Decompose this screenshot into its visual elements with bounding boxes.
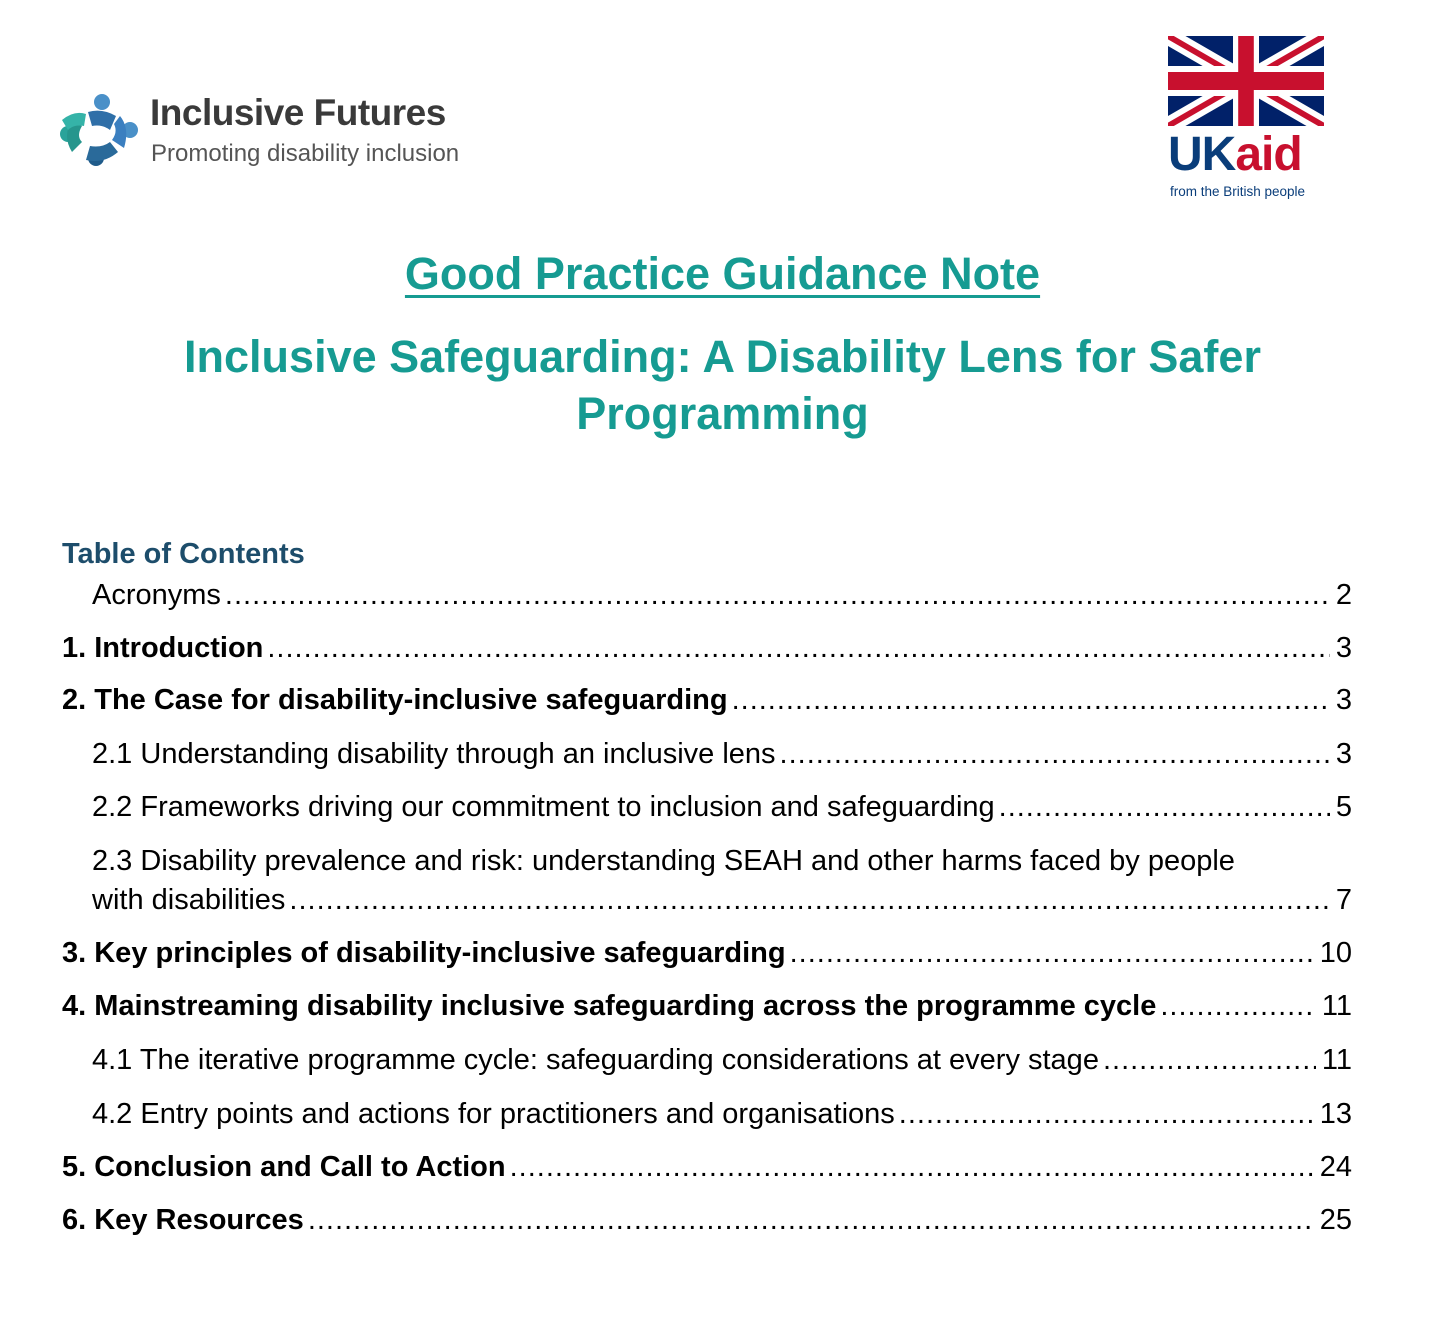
ukaid-aid: aid	[1235, 128, 1302, 181]
toc-entry-page: 13	[1319, 1098, 1352, 1130]
toc-entry-mainstreaming[interactable]	[62, 987, 1352, 1025]
ukaid-tagline: from the British people	[1170, 184, 1306, 199]
toc-entry-page: 25	[1319, 1204, 1352, 1236]
toc-entry-page: 11	[1321, 1044, 1352, 1076]
union-jack-flag-icon	[1168, 36, 1324, 126]
toc-entry-label: 2.2 Frameworks driving our commitment to inclusion and safeguarding	[92, 791, 995, 823]
document-subtitle: Inclusive Safeguarding: A Disability Lens for Safer Programming	[184, 331, 1261, 439]
toc-leader	[790, 934, 1314, 972]
toc-entry-label: 2.1 Understanding disability through an inclusive lens	[92, 738, 776, 770]
toc-leader	[999, 788, 1330, 826]
ukaid-logo	[1168, 36, 1328, 206]
toc-entry-label: 4.1 The iterative programme cycle: safeguarding considerations at every stage	[92, 1044, 1099, 1076]
toc-leader	[1103, 1041, 1316, 1079]
logo-subtitle: Promoting disability inclusion	[151, 140, 460, 167]
toc-leader	[267, 629, 1329, 667]
toc-entry-page: 5	[1335, 791, 1352, 823]
toc-leader	[899, 1095, 1314, 1133]
toc-entry-2-3[interactable]	[92, 881, 1352, 919]
toc-entry-page: 3	[1335, 684, 1352, 716]
toc-entry-2-2[interactable]	[92, 788, 1352, 826]
toc-leader	[225, 576, 1330, 614]
toc-entry-case[interactable]	[62, 681, 1352, 719]
toc-entry-4-2[interactable]	[92, 1095, 1352, 1133]
toc-leader	[1160, 987, 1316, 1025]
toc-entry-acronyms[interactable]	[92, 576, 1352, 614]
toc-leader	[732, 681, 1330, 719]
toc-entry-2-1[interactable]	[92, 735, 1352, 773]
inclusive-futures-logo	[58, 86, 488, 178]
toc-entry-label: 4.2 Entry points and actions for practitioners and organisations	[92, 1098, 895, 1130]
toc-leader	[780, 735, 1330, 773]
toc-entry-2-3-line1[interactable]: 2.3 Disability prevalence and risk: understanding SEAH and other harms faced by people	[92, 845, 1235, 877]
toc-entry-key-resources[interactable]	[62, 1201, 1352, 1239]
toc-leader	[510, 1148, 1314, 1186]
toc-leader	[289, 881, 1329, 919]
toc-entry-page: 3	[1335, 738, 1352, 770]
ukaid-uk: UK	[1168, 128, 1236, 181]
toc-entry-page: 2	[1335, 579, 1352, 611]
toc-entry-page: 11	[1321, 990, 1352, 1022]
toc-entry-label: 6. Key Resources	[62, 1204, 304, 1236]
toc-entry-label: 3. Key principles of disability-inclusive safeguarding	[62, 937, 786, 969]
toc-heading: Table of Contents	[62, 538, 305, 570]
logo-title: Inclusive Futures	[150, 92, 446, 133]
ukaid-wordmark	[1168, 128, 1302, 181]
people-circle-icon	[58, 90, 140, 174]
toc-entry-conclusion[interactable]	[62, 1148, 1352, 1186]
toc-entry-page: 24	[1319, 1151, 1352, 1183]
toc-entry-key-principles[interactable]	[62, 934, 1352, 972]
toc-entry-label: 2. The Case for disability-inclusive safeguarding	[62, 684, 728, 716]
toc-entry-label: with disabilities	[92, 884, 286, 916]
toc-entry-introduction[interactable]	[62, 629, 1352, 667]
document-title: Good Practice Guidance Note	[404, 248, 1041, 299]
toc-entry-page: 3	[1335, 632, 1352, 664]
toc-entry-page: 7	[1335, 884, 1352, 916]
toc-entry-label: Acronyms	[92, 579, 221, 611]
toc-entry-label: 4. Mainstreaming disability inclusive safeguarding across the programme cycle	[62, 990, 1157, 1022]
toc-entry-4-1[interactable]	[92, 1041, 1352, 1079]
toc-entry-label: 1. Introduction	[62, 632, 264, 664]
toc-leader	[308, 1201, 1314, 1239]
toc-entry-page: 10	[1319, 937, 1352, 969]
toc-entry-label: 5. Conclusion and Call to Action	[62, 1151, 506, 1183]
